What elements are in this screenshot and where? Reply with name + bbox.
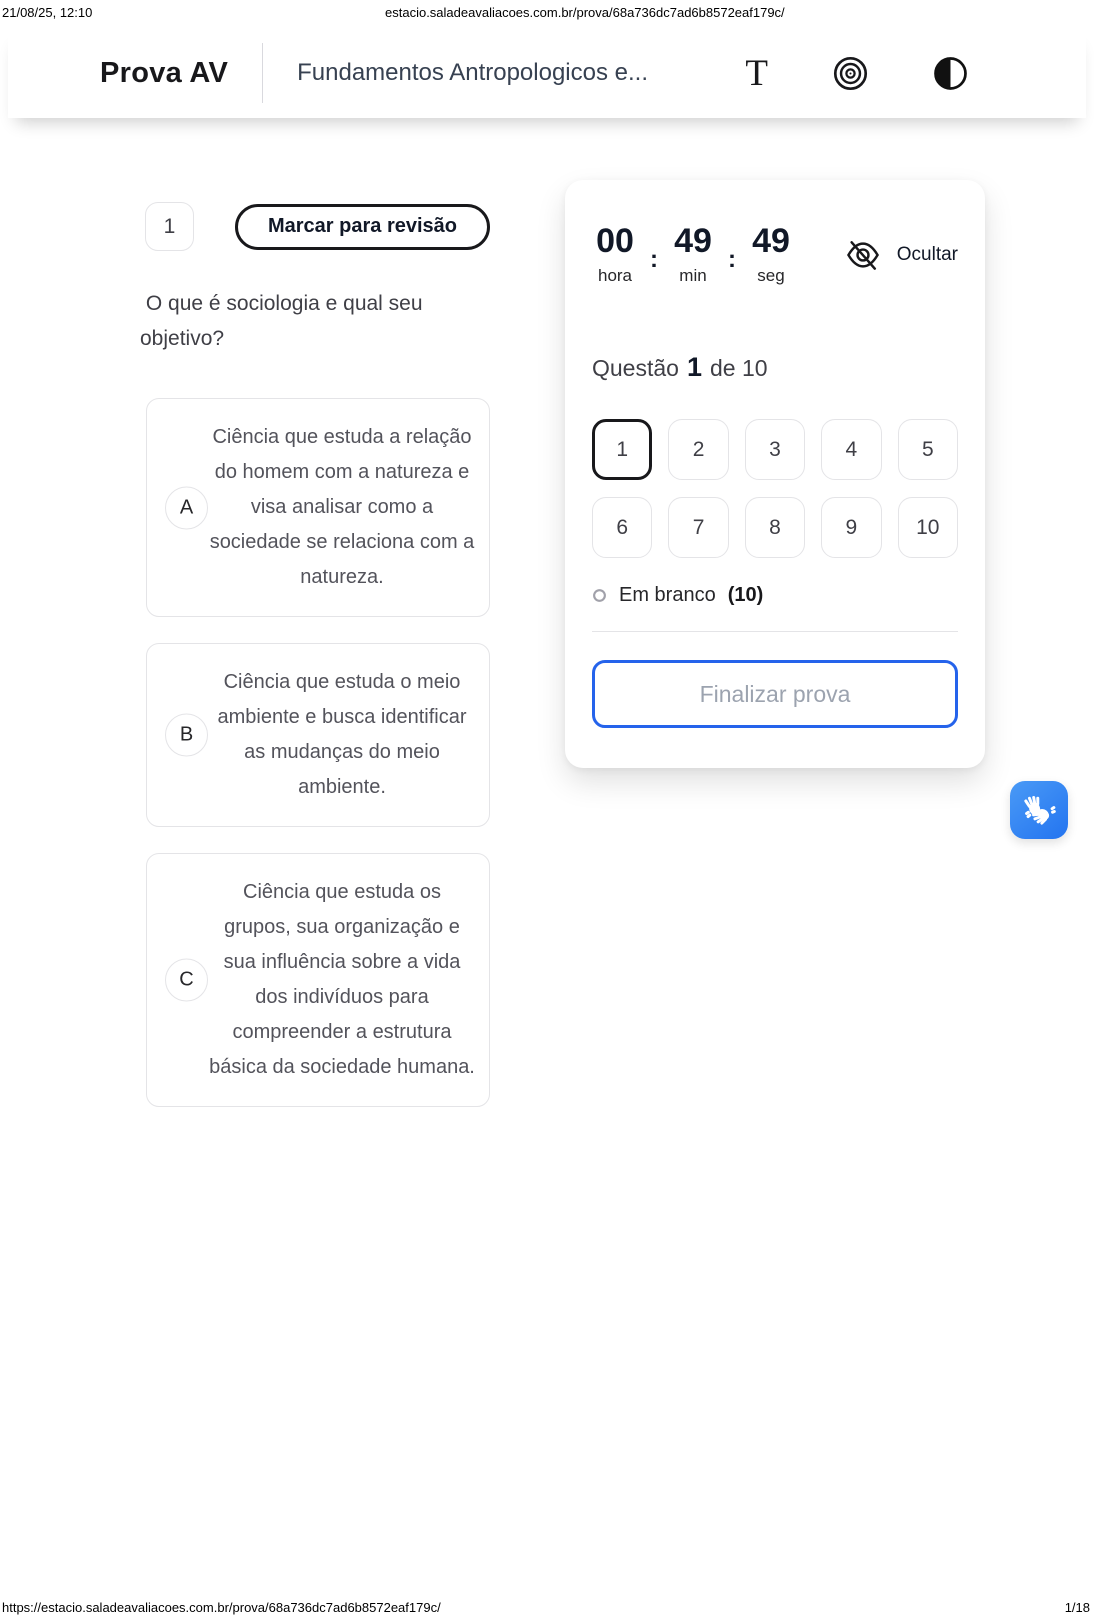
timer [592,224,958,286]
timer-minutes-label: min [679,266,707,285]
options-list [146,398,490,1107]
option-text: Ciência que estuda os grupos, sua organização e sua influência sobre a vida dos indivíduos para compreender a estrutura básica da sociedade humana. [209,881,475,1078]
contrast-icon [933,56,968,91]
app-header [8,28,1086,118]
exam-navigator-panel [565,180,985,768]
print-url-footer: https://estacio.saladeavaliacoes.com.br/prova/68a736dc7ad6b8572eaf179c/ [2,1600,441,1615]
question-number-badge: 1 [145,202,194,251]
question-grid-button-4[interactable]: 4 [821,419,881,480]
option-b-card[interactable] [146,643,490,827]
contrast-button[interactable] [933,53,968,93]
question-grid-button-10[interactable]: 10 [898,497,958,558]
option-letter-badge: C [165,959,208,1002]
question-grid-button-3[interactable]: 3 [745,419,805,480]
timer-colon: : [728,246,736,273]
option-text: Ciência que estuda o meio ambiente e busca identificar as mudanças do meio ambiente. [217,671,467,798]
blank-status-row [592,584,958,607]
option-a-card[interactable] [146,398,490,617]
timer-seconds-label: seg [757,266,785,285]
blank-circle-icon [592,588,607,603]
print-url-header: estacio.saladeavaliacoes.com.br/prova/68a736dc7ad6b8572eaf179c/ [385,5,785,20]
question-grid [592,419,958,558]
question-header-row [145,202,490,251]
text-size-button[interactable] [745,53,768,93]
option-letter-badge: B [165,714,208,757]
question-text: O que é sociologia e qual seu objetivo? [140,292,429,350]
timer-minutes-value: 49 [674,222,712,260]
question-grid-button-8[interactable]: 8 [745,497,805,558]
app-logo: Prova AV [100,56,229,89]
timer-seconds-value: 49 [752,222,790,260]
finish-exam-button[interactable]: Finalizar prova [592,660,958,728]
question-grid-button-5[interactable]: 5 [898,419,958,480]
header-toolbar [745,53,968,93]
focus-mode-button[interactable] [832,53,869,93]
print-datetime: 21/08/25, 12:10 [2,5,93,20]
libras-accessibility-button[interactable] [1010,781,1068,839]
question-grid-button-7[interactable]: 7 [668,497,728,558]
panel-divider [592,631,958,632]
timer-colon: : [650,246,658,273]
question-grid-button-1[interactable]: 1 [592,419,652,480]
timer-minutes [670,224,716,286]
progress-current: 1 [686,352,702,382]
sign-language-hands-icon [1018,789,1060,831]
mark-for-review-button[interactable]: Marcar para revisão [235,204,490,250]
question-progress [592,352,958,383]
option-text: Ciência que estuda a relação do homem com a natureza e visa analisar como a sociedade se relaciona com a natureza. [209,426,475,588]
question-grid-button-9[interactable]: 9 [821,497,881,558]
blank-label: Em branco [619,584,716,606]
progress-suffix: de 10 [709,355,768,381]
eye-off-icon [843,235,883,275]
hide-timer-button[interactable] [843,235,958,275]
header-divider [262,43,263,103]
option-c-card[interactable] [146,853,490,1107]
text-size-icon: T [745,52,768,94]
exam-title: Fundamentos Antropologicos e... [297,59,649,86]
question-grid-button-2[interactable]: 2 [668,419,728,480]
timer-hours-value: 00 [596,222,634,260]
option-letter-badge: A [165,486,208,529]
progress-prefix: Questão [592,355,679,381]
timer-seconds [748,224,794,286]
print-page-indicator: 1/18 [1064,1600,1090,1615]
timer-hours [592,224,638,286]
blank-count: (10) [727,584,764,606]
timer-hours-label: hora [597,266,633,285]
hide-timer-label: Ocultar [896,244,958,265]
focus-target-icon [832,55,869,92]
question-grid-button-6[interactable]: 6 [592,497,652,558]
